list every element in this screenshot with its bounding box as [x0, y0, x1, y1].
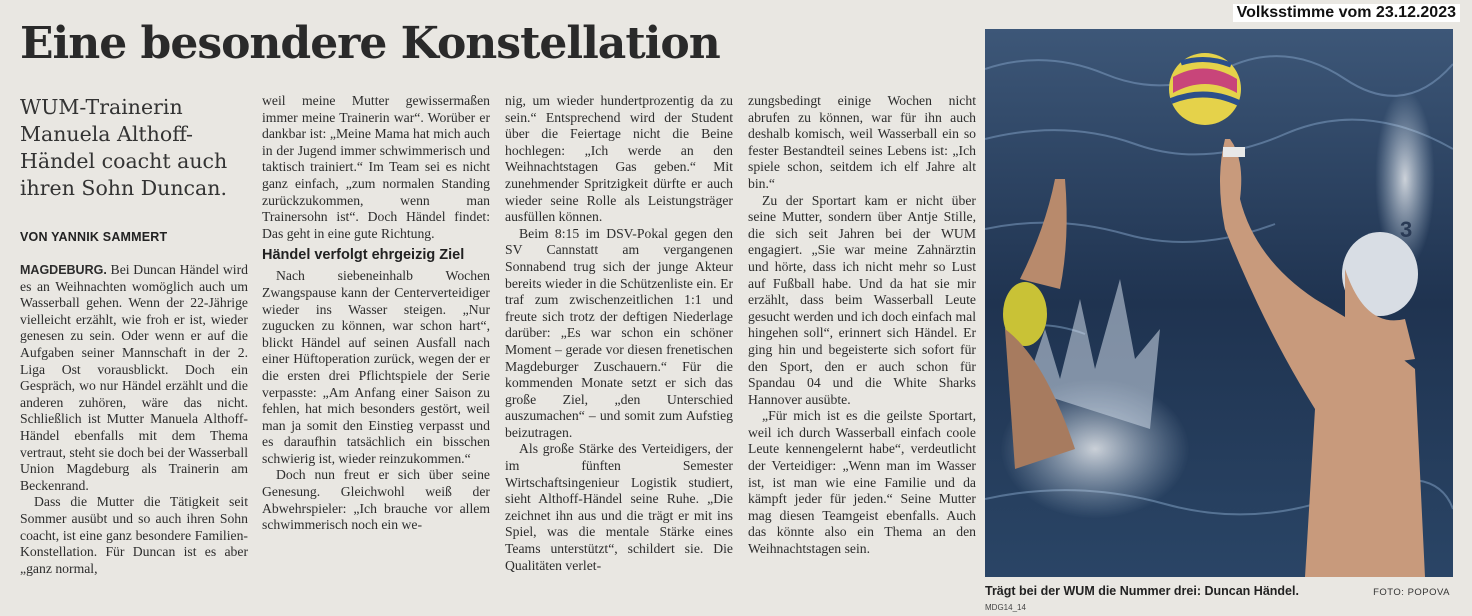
source-label: Volksstimme vom 23.12.2023	[1233, 4, 1460, 22]
page-code: MDG14_14	[985, 603, 1026, 612]
paragraph-text: Bei Duncan Händel wird es an Weihnachten womöglich auch um Wasserball gehen. Wenn der 22-Jährige vielleicht erzählt, wie froh er ist, wieder genesen zu sein. Oder wenn er auf die Aufgaben seiner Mannschaft in der 2. Liga Ost vorausblickt. Doch ein Gespräch, wo nur Händel erzählt und die anderen zuhören, wäre das nicht. Schließlich ist Mutter Manuela Althoff-Händel ebenfalls mit dem Thema vertraut, steht sie doch bei der Wasserball Union Magdeburg als Trainerin am Beckenrand.	[20, 262, 248, 493]
paragraph: Dass die Mutter die Tätigkeit seit Sommer ausübt und so auch ihren Sohn coacht, ist eine ganz besondere Familien-Konstellation. Für Duncan ist es aber „ganz normal,	[20, 494, 248, 576]
water-polo-ball	[1169, 53, 1241, 125]
article-column-1	[20, 262, 248, 577]
paragraph	[20, 262, 248, 494]
photo-credit: FOTO: POPOVA	[1373, 587, 1450, 598]
paragraph: Doch nun freut er sich über seine Genesung. Gleichwohl weiß der Abwehrspieler: „Ich brauche vor allem schwimmerisch noch ein we-	[262, 467, 490, 533]
article-author: VON YANNIK SAMMERT	[20, 230, 168, 244]
paragraph: weil meine Mutter gewissermaßen immer meine Trainerin war“. Worüber er dankbar ist: „Meine Mama hat mich auch in der Jugend immer schwimmerisch und taktisch trainiert.“ Im Team sei es nicht ganz einfach, „zum normalen Standing zurückzukommen, wenn man Trainersohn ist“. Doch Händel findet: Das geht in eine gute Richtung.	[262, 93, 490, 241]
paragraph: Nach siebeneinhalb Wochen Zwangspause kann der Centerverteidiger wieder ins Wasser steigen. „Nur zugucken zu können, war schon hart“, blickt Händel auf seinen Ausfall nach einer Hüftoperation zurück, wegen der er die ersten drei Pflichtspiele der Serie verpasste: „Am Anfang einer Saison zu fehlen, hat mich besonders gestört, weil man ja somit den Einstieg verpasst und es daraufhin tatsächlich ein bisschen schwierig ist, wieder reinzukommen.“	[262, 268, 490, 466]
cap-number: 3	[1400, 217, 1413, 242]
dateline: MAGDEBURG.	[20, 263, 107, 277]
paragraph: „Für mich ist es die geilste Sportart, weil ich durch Wasserball einfach coole Leute kennengelernt habe“, verdeutlicht der Verteidiger: „Wenn man im Wasser ist, ist man wie eine Familie und da kämpft jeder für jeden.“ Seine Mutter mag diesen Teamgeist ebenfalls. Auch das könnte also ein Thema an den Weihnachtstagen sein.	[748, 408, 976, 557]
article-headline: Eine besondere Konstellation	[20, 18, 720, 69]
paragraph: Als große Stärke des Verteidigers, der im fünften Semester Wirtschaftsingenieur Logistik studiert, sieht Althoff-Händel seine Ruhe. „Die zeichnet ihn aus und die trägt er mit ins Spiel, was die mentale Stärke eines Teams unterstützt“, schildert sie. Die Qualitäten verlet-	[505, 441, 733, 573]
photo-illustration	[985, 29, 1453, 577]
paragraph: nig, um wieder hundertprozentig da zu sein.“ Entsprechend wird der Student über die Feiertage nicht die Beine hochlegen: „Ich werde an den Weihnachtstagen Gas geben.“ Mit zunehmender Spritzigkeit dürfte er auch wieder seine Rolle als Leistungsträger ausfüllen können.	[505, 93, 733, 225]
water-polo-photo	[985, 29, 1453, 577]
article-column-2	[262, 93, 490, 534]
article-column-4	[748, 93, 976, 558]
article-column-3	[505, 93, 733, 574]
paragraph: Zu der Sportart kam er nicht über seine Mutter, sondern über Antje Stille, die sich seit Jahren bei der WUM engagiert. „Sie war meine Zahnärztin und hörte, dass ich nicht mehr so Lust auf Fußball habe. Und da hat sie mir erzählt, dass beim Wasserball Leute gesucht werden und ich doch einfach mal hingehen soll“, erinnert sich Händel. Er ging hin und begeisterte sich sofort für den Sport, den er auch schon für Spandau 04 und die White Sharks Hannover ausübte.	[748, 192, 976, 407]
article-teaser: WUM-Trainerin Manuela Althoff-Händel coacht auch ihren Sohn Duncan.	[20, 95, 228, 200]
paragraph: zungsbedingt einige Wochen nicht abrufen zu können, war für ihn auch deshalb komisch, weil Wasserball ein so fester Bestandteil seines Lebens ist: „Ich spiele schon, seitdem ich elf Jahre alt bin.“	[748, 93, 976, 191]
section-subheading: Händel verfolgt ehrgeizig Ziel	[262, 247, 465, 264]
paragraph: Beim 8:15 im DSV-Pokal gegen den SV Cannstatt am vergangenen Sonnabend trug sich der junge Akteur bereits wieder in die Schützenliste ein. Er traf zum zwischenzeitlichen 1:1 und freute sich trotz der deftigen Niederlage darüber: „Es war schon ein schöner Moment – gerade vor diesen frenetischen Magdeburger Zuschauern.“ Für die kommenden Monate setzt er sich das große Ziel, „den Unterschied auszumachen“ – und somit zum Aufstieg beizutragen.	[505, 225, 733, 440]
photo-caption: Trägt bei der WUM die Nummer drei: Duncan Händel.	[985, 584, 1299, 598]
